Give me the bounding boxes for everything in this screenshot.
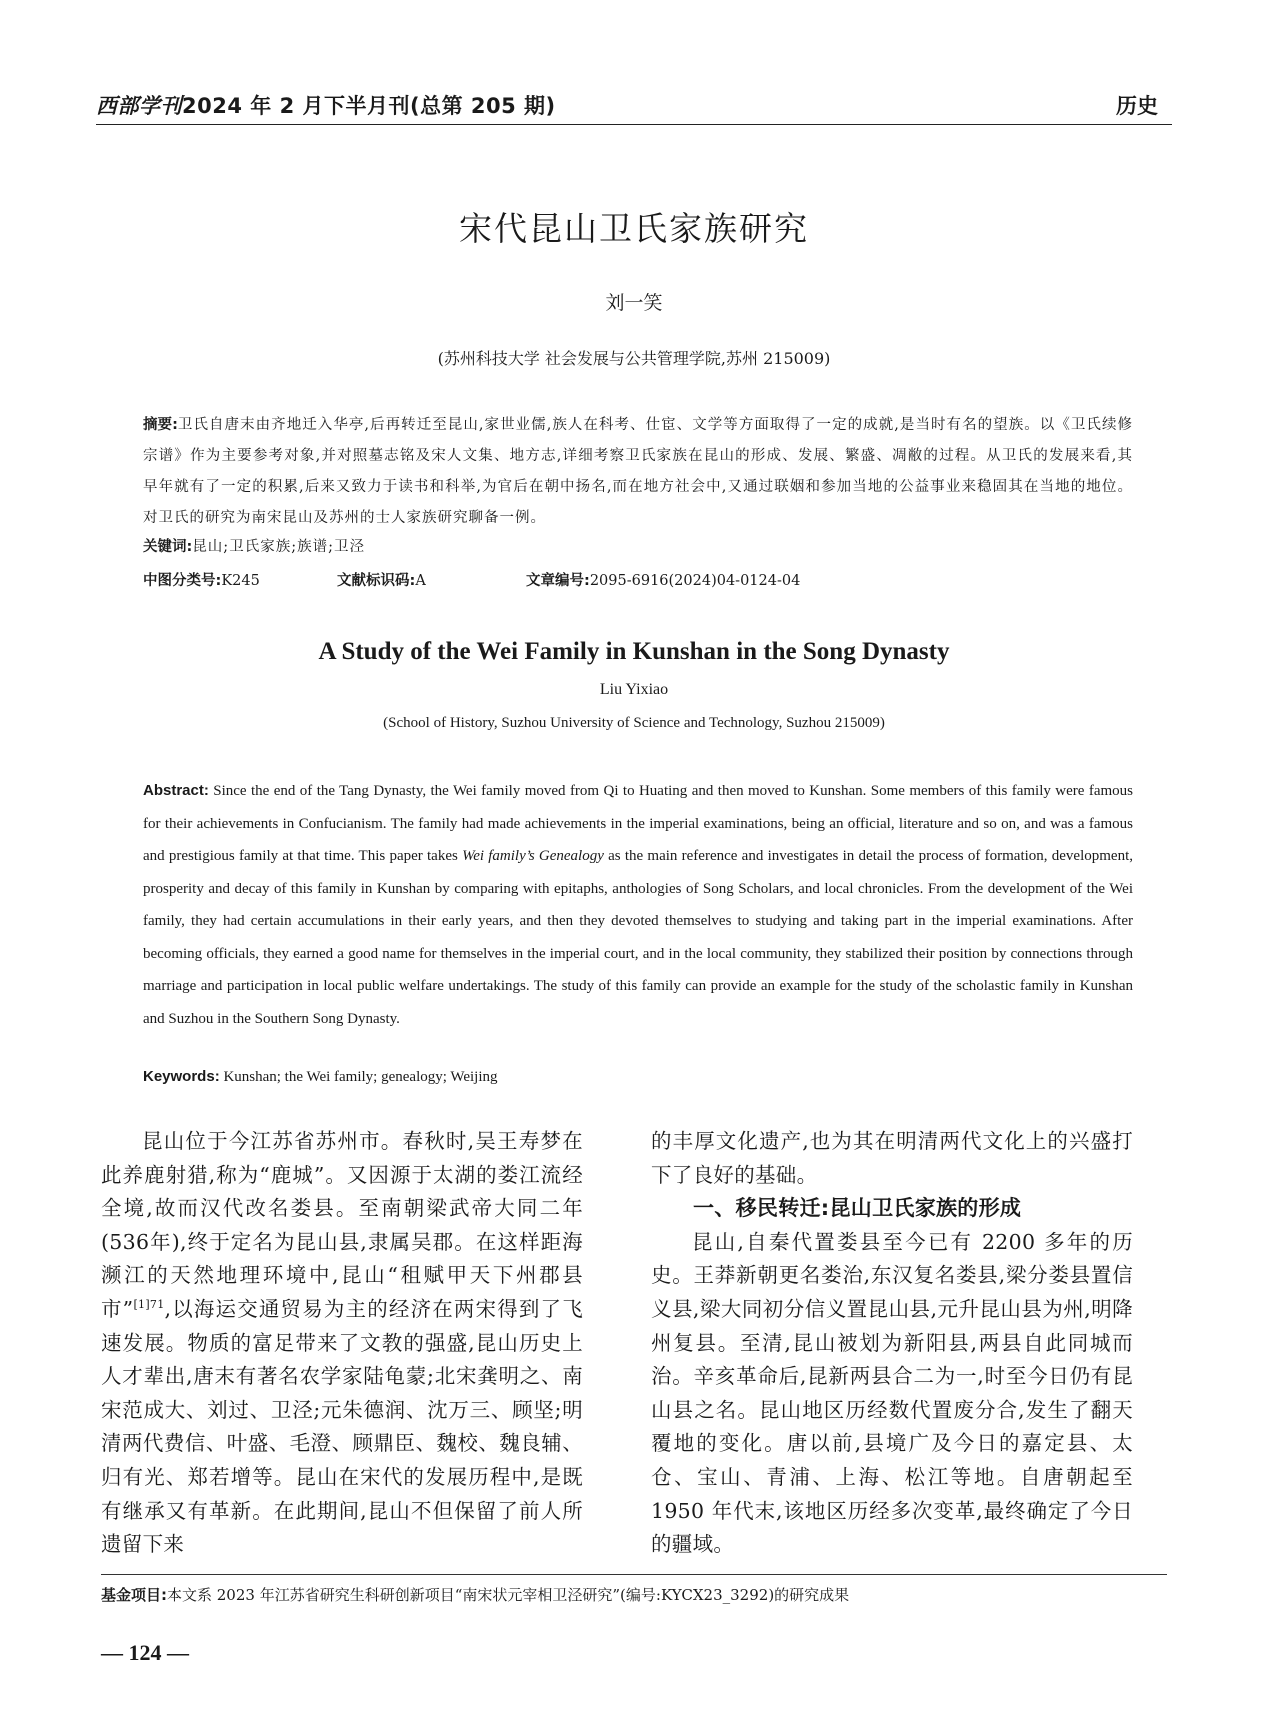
footnote-text: 本文系 2023 年江苏省研究生科研创新项目“南宋状元宰相卫泾研究”(编号:KYCX23_3292)的研究成果 bbox=[167, 1586, 850, 1604]
body-paragraph-1-cont: 的丰厚文化遗产,也为其在明清两代文化上的兴盛打下了良好的基础。 bbox=[651, 1129, 1133, 1187]
abstract-en-italic-title: Wei family’s Genealogy bbox=[462, 848, 604, 864]
body-paragraph-2: 昆山,自秦代置娄县至今已有 2200 多年的历史。王莽新朝更名娄治,东汉复名娄县,梁分娄县置信义县,梁大同初分信义置昆山县,元升昆山县为州,明降州复县。至清,昆山被划为新阳县,两县自此同城而治。辛亥革命后,昆新两县合二为一,时至今日仍有昆山县之名。昆山地区历经数代置废分合,发生了翻天覆地的变化。唐以前,县境广及今日的嘉定县、太仓、宝山、青浦、上海、松江等地。自唐朝起至 1950 年代末,该地区历经多次变革,最终确定了今日的疆域。 bbox=[651, 1229, 1133, 1557]
issue-info: 2024 年 2 月下半月刊(总第 205 期) bbox=[182, 94, 556, 118]
affiliation-zh: (苏州科技大学 社会发展与公共管理学院,苏州 215009) bbox=[437, 349, 831, 368]
doc-label: 文献标识码: bbox=[337, 573, 416, 589]
article-title-zh: 宋代昆山卫氏家族研究 bbox=[459, 209, 809, 248]
abstract-zh-text: 卫氏自唐末由齐地迁入华亭,后再转迁至昆山,家世业儒,族人在科考、仕宦、文学等方面取得了一定的成就,是当时有名的望族。以《卫氏续修宗谱》作为主要参考对象,并对照墓志铭及宋人文集、地方志,详细考察卫氏家族在昆山的形成、发展、繁盛、凋敝的过程。从卫氏的发展来看,其早年就有了一定的积累,后来又致力于读书和科举,为官后在朝中扬名,而在地方社会中,又通过联姻和参加当地的公益事业来稳固其在当地的地位。对卫氏的研究为南宋昆山及苏州的士人家族研究聊备一例。 bbox=[143, 417, 1133, 526]
abstract-zh bbox=[143, 410, 1133, 534]
section-heading-1: 一、移民转迁:昆山卫氏家族的形成 bbox=[693, 1196, 1022, 1221]
affiliation-en: (School of History, Suzhou University of Science and Technology, Suzhou 215009) bbox=[383, 715, 885, 731]
keywords-zh-text: 昆山;卫氏家族;族谱;卫泾 bbox=[192, 539, 365, 555]
running-header-issue bbox=[96, 90, 556, 120]
funding-footnote bbox=[101, 1584, 849, 1605]
abstract-zh-label: 摘要: bbox=[143, 417, 178, 433]
article-number bbox=[526, 569, 800, 590]
body-column-right bbox=[651, 1125, 1133, 1562]
section-label: 历史 bbox=[1116, 94, 1158, 118]
art-value: 2095-6916(2024)04-0124-04 bbox=[589, 573, 801, 589]
footnote-rule bbox=[101, 1574, 1167, 1575]
abstract-en-text-1: Since the end of the Tang Dynasty, the Wei family moved from Qi to Huating and then moved to Kunshan. Some members of this family were famous for their achievements in Confucianism. The family had made achievements in the imperial examinations, being an official, literature and so on, and was a famous and prestigious family at that time. This paper takes bbox=[143, 783, 1133, 864]
article-title-en: A Study of the Wei Family in Kunshan in the Song Dynasty bbox=[318, 638, 950, 665]
clc-value: K245 bbox=[221, 573, 260, 589]
abstract-en-text-2: as the main reference and investigates in detail the process of formation, development, prosperity and decay of this family in Kunshan by comparing with epitaphs, anthologies of Song Scholars, and local chronicles. From the development of the Wei family, they had certain accumulations in their early years, and then they devoted themselves to studying and taking part in the imperial examinations. After becoming officials, they earned a good name for themselves in the imperial court, and in the local community, they stabilized their position by connections through marriage and participation in local public welfare undertakings. The study of this family can provide an example for the study of the scholastic family in Kunshan and Suzhou in the Southern Song Dynasty. bbox=[143, 848, 1133, 1027]
document-code bbox=[337, 569, 426, 590]
author-zh: 刘一笑 bbox=[605, 292, 663, 314]
art-label: 文章编号: bbox=[526, 573, 590, 589]
citation-marker: [1]71 bbox=[133, 1298, 165, 1312]
keywords-zh-label: 关键词: bbox=[143, 539, 193, 555]
doc-value: A bbox=[415, 573, 426, 589]
keywords-zh bbox=[143, 535, 365, 556]
keywords-en-label: Keywords: bbox=[143, 1068, 220, 1085]
keywords-en-text: Kunshan; the Wei family; genealogy; Weijing bbox=[219, 1069, 498, 1085]
keywords-en bbox=[143, 1068, 498, 1086]
body-text: ,以海运交通贸易为主的经济在两宋得到了飞速发展。物质的富足带来了文教的强盛,昆山历史上人才辈出,唐末有著名农学家陆龟蒙;北宋龚明之、南宋范成大、刘过、卫泾;元朱德润、沈万三、顾坚;明清两代费信、叶盛、毛澄、顾鼎臣、魏校、魏良辅、归有光、郑若增等。昆山在宋代的发展历程中,是既有继承又有革新。在此期间,昆山不但保留了前人所遗留下来 bbox=[101, 1296, 583, 1557]
header-rule bbox=[96, 124, 1172, 125]
body-column-left bbox=[101, 1125, 583, 1562]
page-number: — 124 — bbox=[101, 1640, 189, 1665]
author-en: Liu Yixiao bbox=[599, 681, 669, 698]
clc-label: 中图分类号: bbox=[143, 573, 222, 589]
clc-code bbox=[143, 569, 260, 590]
footnote-label: 基金项目: bbox=[101, 1586, 167, 1604]
body-text: 昆山位于今江苏省苏州市。春秋时,吴王寿梦在此养鹿射猎,称为“鹿城”。又因源于太湖的娄江流经全境,故而汉代改名娄县。至南朝梁武帝大同二年(536年),终于定名为昆山县,隶属吴郡。在这样距海濒江的天然地理环境中,昆山“租赋甲天下州郡县市” bbox=[101, 1129, 583, 1321]
body-paragraph-1 bbox=[101, 1125, 583, 1562]
journal-logo: 西部学刊 bbox=[96, 93, 182, 118]
abstract-en bbox=[143, 775, 1133, 1035]
abstract-en-label: Abstract: bbox=[143, 782, 209, 799]
